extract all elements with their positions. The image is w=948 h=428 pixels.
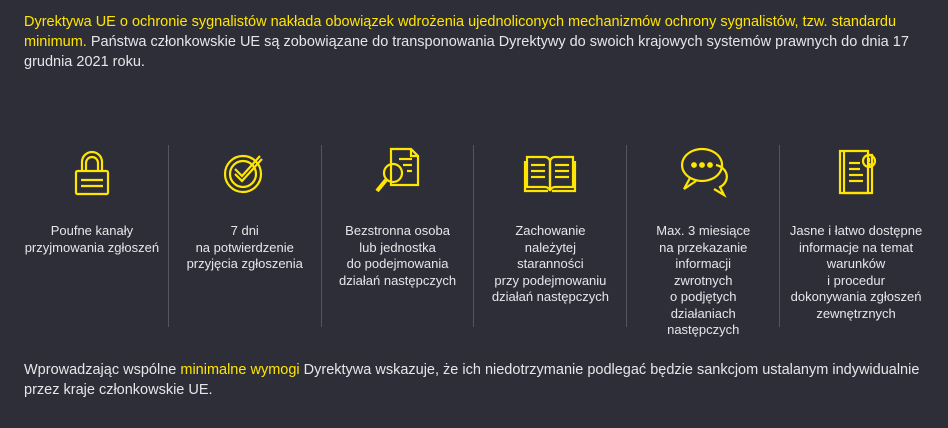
feature-label: Zachowanie należytej staranności przy podejmowaniu działań następczych	[491, 223, 609, 304]
feature-row	[16, 145, 932, 337]
feature-due-diligence	[473, 145, 626, 327]
feature-confidential-channels	[16, 145, 168, 327]
info-notebook-icon	[829, 145, 883, 199]
feature-3-months	[626, 145, 779, 337]
padlock-icon	[65, 145, 119, 199]
outro-part1: Wprowadzając wspólne	[24, 362, 181, 378]
checkmark-circle-icon	[218, 145, 272, 199]
feature-impartial-person	[321, 145, 474, 327]
feature-7-days	[168, 145, 321, 327]
feature-label: Max. 3 miesiące na przekazanie informacji zwrotnych o podjętych działaniach następczych	[656, 223, 751, 337]
feature-label: Bezstronna osoba lub jednostka do podejmowania działań następczych	[339, 223, 457, 288]
outro-part2: Dyrektywa wskazuje, że ich niedotrzymanie podlegać będzie sankcjom ustalanym indywidualnie przez kraje członkowskie UE.	[24, 362, 920, 398]
document-magnifier-icon	[371, 145, 425, 199]
feature-label: Poufne kanały przyjmowania zgłoszeń	[24, 223, 160, 255]
feature-clear-information	[779, 145, 932, 327]
intro-text	[24, 12, 924, 72]
feature-label: Jasne i łatwo dostępne informacje na temat warunków i procedur dokonywania zgłoszeń zewnętrznych	[789, 223, 923, 321]
outro-highlight: minimalne wymogi	[180, 362, 300, 378]
open-book-icon	[523, 145, 577, 199]
intro-highlight: Dyrektywa UE o ochronie sygnalistów nakłada obowiązek wdrożenia ujednoliconych mechanizmów ochrony sygnalistów, tzw. standardu minimum.	[24, 14, 897, 50]
speech-bubbles-icon	[676, 145, 730, 199]
feature-label: 7 dni na potwierdzenie przyjęcia zgłoszenia	[186, 223, 303, 271]
outro-text	[24, 360, 924, 400]
intro-rest: Państwa członkowskie UE są zobowiązane do transponowania Dyrektywy do swoich krajowych systemów prawnych do dnia 17 grudnia 2021 roku.	[24, 34, 909, 70]
